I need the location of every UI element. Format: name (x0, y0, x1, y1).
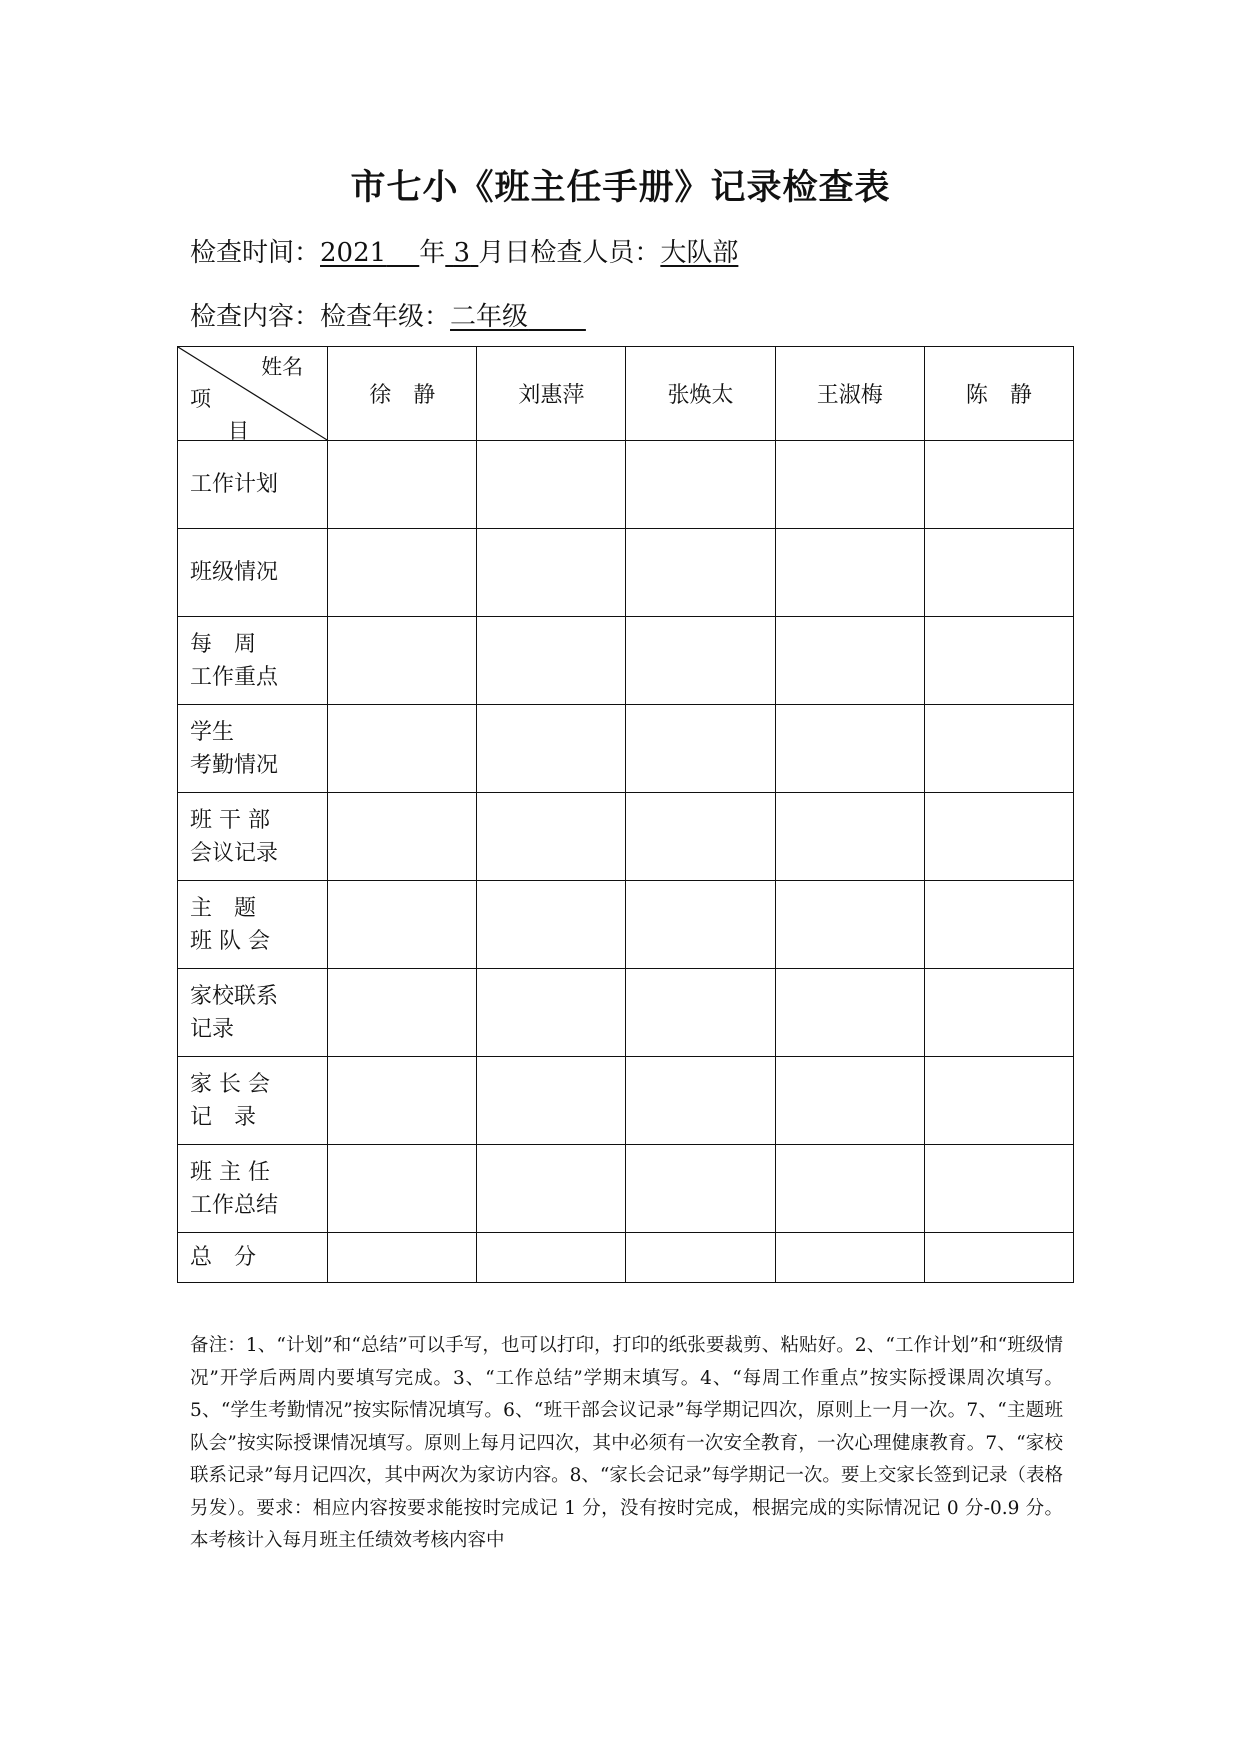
teacher-name-1: 徐 静 (328, 347, 477, 441)
score-cell[interactable] (477, 881, 626, 969)
score-cell[interactable] (477, 1145, 626, 1233)
teacher-name-5: 陈 静 (924, 347, 1073, 441)
score-cell[interactable] (626, 1057, 775, 1145)
table-row-total (178, 1233, 1074, 1283)
table-row (178, 1145, 1074, 1233)
score-cell[interactable] (626, 881, 775, 969)
row-label: 总 分 (178, 1233, 328, 1283)
score-cell[interactable] (477, 1233, 626, 1283)
score-cell[interactable] (775, 881, 924, 969)
score-cell[interactable] (477, 617, 626, 705)
score-cell[interactable] (328, 617, 477, 705)
score-cell[interactable] (924, 1233, 1073, 1283)
table-row (178, 881, 1074, 969)
corner-header-cell (178, 347, 328, 441)
year-suffix: 年 (419, 238, 446, 268)
corner-item-label-1: 项 (190, 387, 211, 411)
score-cell[interactable] (626, 529, 775, 617)
teacher-name-2: 刘惠萍 (477, 347, 626, 441)
row-label: 班 干 部 会议记录 (178, 793, 328, 881)
page-title: 市七小《班主任手册》记录检查表 (350, 167, 891, 208)
score-cell[interactable] (328, 1233, 477, 1283)
score-cell[interactable] (924, 529, 1073, 617)
score-cell[interactable] (626, 1233, 775, 1283)
score-cell[interactable] (775, 1233, 924, 1283)
score-cell[interactable] (328, 441, 477, 529)
score-cell[interactable] (775, 529, 924, 617)
score-cell[interactable] (924, 441, 1073, 529)
table-row (178, 793, 1074, 881)
row-label: 工作计划 (178, 441, 328, 529)
score-cell[interactable] (626, 1145, 775, 1233)
score-cell[interactable] (924, 881, 1073, 969)
table-row (178, 705, 1074, 793)
score-cell[interactable] (328, 881, 477, 969)
score-cell[interactable] (328, 1057, 477, 1145)
score-cell[interactable] (924, 793, 1073, 881)
score-cell[interactable] (477, 969, 626, 1057)
score-cell[interactable] (775, 793, 924, 881)
header-row (178, 347, 1074, 441)
corner-item-label-2: 目 (228, 419, 249, 443)
score-cell[interactable] (328, 969, 477, 1057)
teacher-name-3: 张焕太 (626, 347, 775, 441)
table-row (178, 1057, 1074, 1145)
score-cell[interactable] (775, 705, 924, 793)
month-suffix: 月日检查人员： (478, 238, 661, 268)
score-cell[interactable] (477, 441, 626, 529)
score-cell[interactable] (924, 705, 1073, 793)
table-row (178, 529, 1074, 617)
score-cell[interactable] (924, 1145, 1073, 1233)
corner-name-label: 姓名 (261, 355, 304, 379)
score-cell[interactable] (328, 1145, 477, 1233)
table-row (178, 969, 1074, 1057)
remarks-note: 备注：1、“计划”和“总结”可以手写，也可以打印，打印的纸张要裁剪、粘贴好。2、“工作计划”和“班级情况”开学后两周内要填写完成。3、“工作总结”学期末填写。4、“每周工作重点”按实际授课周次填写。5、“学生考勤情况”按实际情况填写。6、“班干部会议记录”每学期记四次，原则上一月一次。7、“主题班队会”按实际授课情况填写。原则上每月记四次，其中必须有一次安全教育，一次心理健康教育。7、“家校联系记录”每月记四次，其中两次为家访内容。8、“家长会记录”每学期记一次。要上交家长签到记录（表格另发）。要求：相应内容按要求能按时完成记 1 分，没有按时完成，根据完成的实际情况记 0 分-0.9 分。本考核计入每月班主任绩效考核内容中 (190, 1335, 1063, 1551)
table-row (178, 441, 1074, 529)
score-cell[interactable] (328, 705, 477, 793)
score-cell[interactable] (924, 969, 1073, 1057)
row-label: 班级情况 (178, 529, 328, 617)
score-cell[interactable] (775, 617, 924, 705)
score-cell[interactable] (924, 617, 1073, 705)
row-label: 班 主 任 工作总结 (178, 1145, 328, 1233)
score-cell[interactable] (775, 969, 924, 1057)
content-label: 检查内容：检查年级： (190, 302, 451, 332)
score-cell[interactable] (775, 441, 924, 529)
score-cell[interactable] (477, 705, 626, 793)
table-row (178, 617, 1074, 705)
score-cell[interactable] (626, 969, 775, 1057)
row-label: 家 长 会 记 录 (178, 1057, 328, 1145)
score-cell[interactable] (477, 793, 626, 881)
score-cell[interactable] (328, 529, 477, 617)
grade-value: 二年级 (450, 302, 529, 332)
score-cell[interactable] (626, 617, 775, 705)
score-cell[interactable] (775, 1057, 924, 1145)
inspector-value: 大队部 (660, 238, 739, 268)
teacher-name-4: 王淑梅 (775, 347, 924, 441)
year-value: 2021 (320, 238, 387, 268)
row-label: 学生 考勤情况 (178, 705, 328, 793)
score-cell[interactable] (477, 529, 626, 617)
score-cell[interactable] (626, 441, 775, 529)
inspection-time-line (190, 232, 738, 269)
row-label: 主 题 班 队 会 (178, 881, 328, 969)
inspection-table (177, 346, 1074, 1283)
score-cell[interactable] (924, 1057, 1073, 1145)
month-value: 3 (453, 238, 471, 268)
row-label: 每 周 工作重点 (178, 617, 328, 705)
inspection-content-line (190, 296, 586, 333)
score-cell[interactable] (775, 1145, 924, 1233)
score-cell[interactable] (626, 793, 775, 881)
score-cell[interactable] (477, 1057, 626, 1145)
time-label: 检查时间： (190, 238, 321, 268)
score-cell[interactable] (328, 793, 477, 881)
row-label: 家校联系 记录 (178, 969, 328, 1057)
score-cell[interactable] (626, 705, 775, 793)
